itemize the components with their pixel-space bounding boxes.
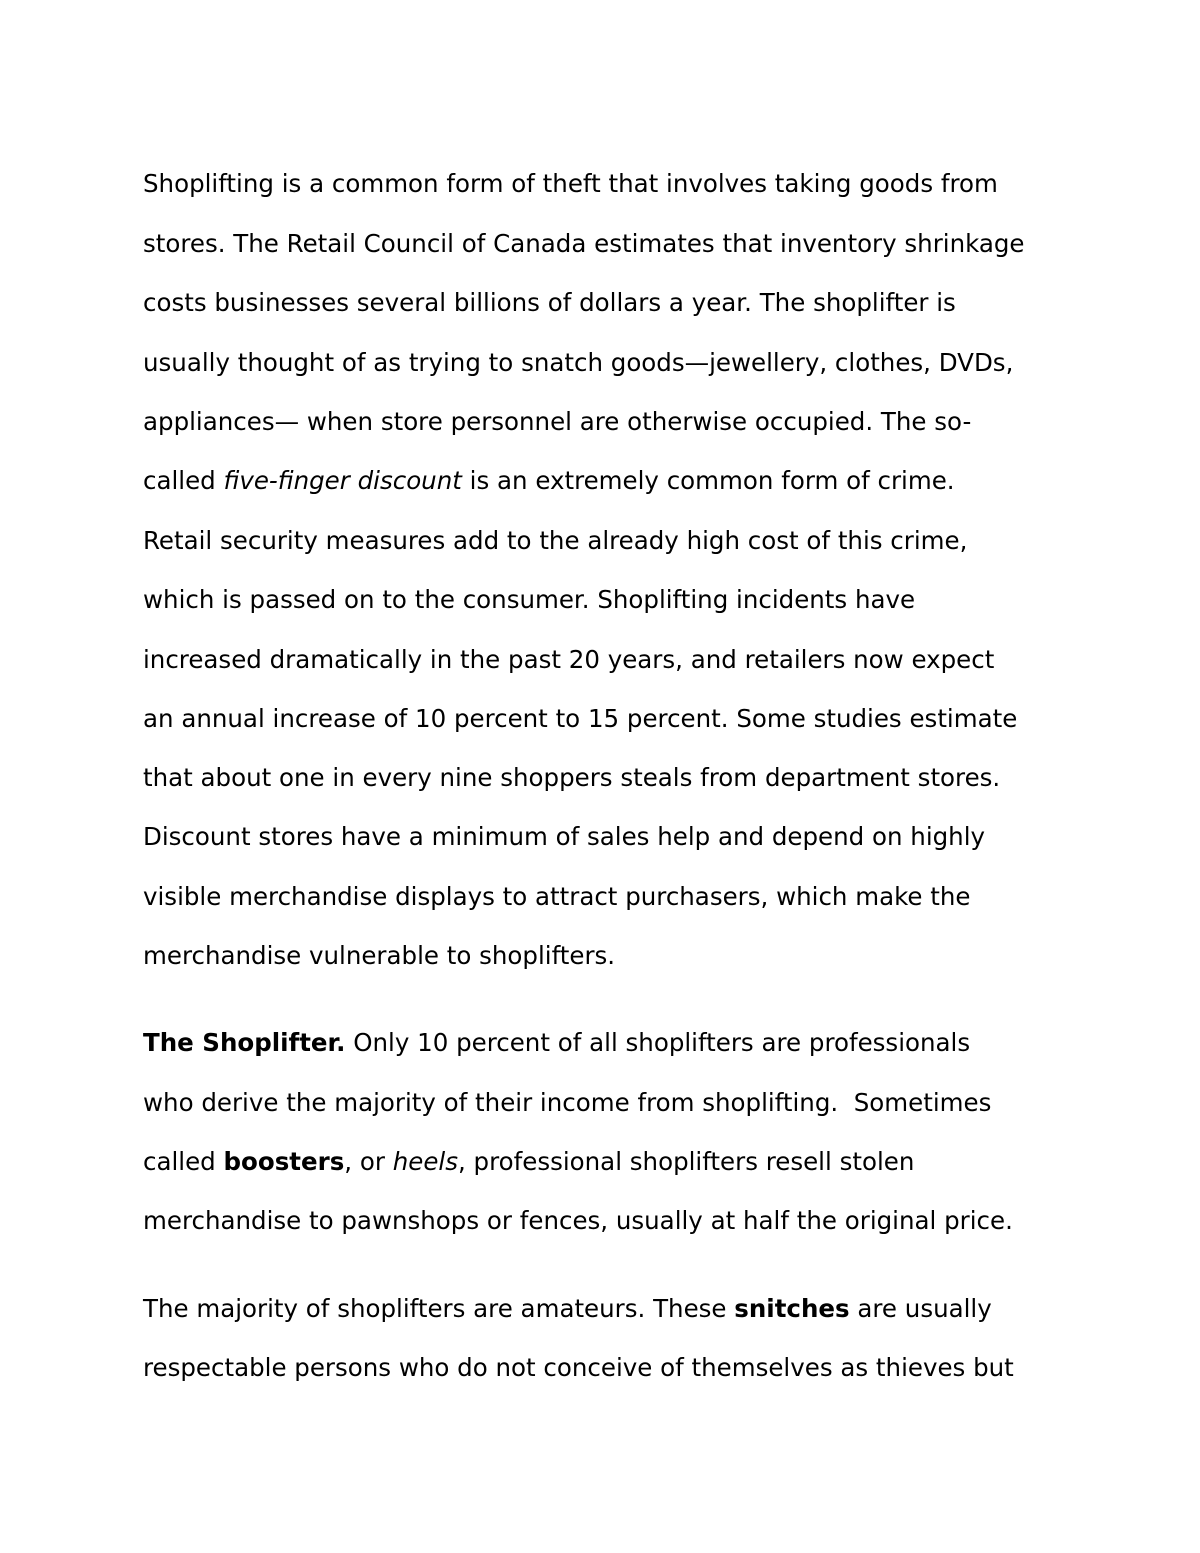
paragraph-1-line-3: costs businesses several billions of dollars a year. The shoplifter is	[143, 288, 956, 317]
paragraph-1-line-12: Discount stores have a minimum of sales help and depend on highly	[143, 822, 986, 851]
italic-term-five-finger-discount: five-finger discount	[223, 466, 462, 495]
line-text: The majority of shoplifters are amateurs. These	[143, 1294, 735, 1323]
paragraph-1-line-6	[143, 466, 955, 496]
bold-term-snitches: snitches	[734, 1294, 850, 1323]
paragraph-1-line-2: stores. The Retail Council of Canada estimates that inventory shrinkage	[143, 229, 1025, 258]
paragraph-1-line-5: appliances— when store personnel are otherwise occupied. The so-	[143, 407, 972, 436]
paragraph-1-line-7: Retail security measures add to the already high cost of this crime,	[143, 526, 968, 555]
line-text: , or	[344, 1147, 393, 1176]
paragraph-1-line-14: merchandise vulnerable to shoplifters.	[143, 941, 616, 970]
line-text: is an extremely common form of crime.	[461, 466, 955, 495]
paragraph-3-line-1	[143, 1294, 992, 1324]
line-text: are usually	[849, 1294, 992, 1323]
line-text: called	[143, 1147, 224, 1176]
paragraph-2-line-3	[143, 1147, 914, 1177]
italic-term-heels: heels	[392, 1147, 458, 1176]
paragraph-3-line-2: respectable persons who do not conceive of themselves as thieves but	[143, 1353, 1014, 1382]
section-heading: The Shoplifter.	[143, 1028, 346, 1057]
line-text: Only 10 percent of all shoplifters are professionals	[345, 1028, 971, 1057]
paragraph-1-line-9: increased dramatically in the past 20 years, and retailers now expect	[143, 645, 995, 674]
paragraph-1-line-4: usually thought of as trying to snatch goods—jewellery, clothes, DVDs,	[143, 348, 1014, 377]
line-text: , professional shoplifters resell stolen	[457, 1147, 915, 1176]
paragraph-2-line-4: merchandise to pawnshops or fences, usually at half the original price.	[143, 1206, 1013, 1235]
paragraph-1-line-13: visible merchandise displays to attract purchasers, which make the	[143, 882, 971, 911]
paragraph-1-line-11: that about one in every nine shoppers steals from department stores.	[143, 763, 1001, 792]
paragraph-1-line-8: which is passed on to the consumer. Shoplifting incidents have	[143, 585, 916, 614]
bold-term-boosters: boosters	[223, 1147, 345, 1176]
paragraph-1-line-10: an annual increase of 10 percent to 15 percent. Some studies estimate	[143, 704, 1018, 733]
paragraph-1-line-1: Shoplifting is a common form of theft that involves taking goods from	[143, 169, 998, 198]
paragraph-2-line-1	[143, 1028, 970, 1058]
line-text: called	[143, 466, 224, 495]
paragraph-2-line-2: who derive the majority of their income from shoplifting. Sometimes	[143, 1088, 992, 1117]
